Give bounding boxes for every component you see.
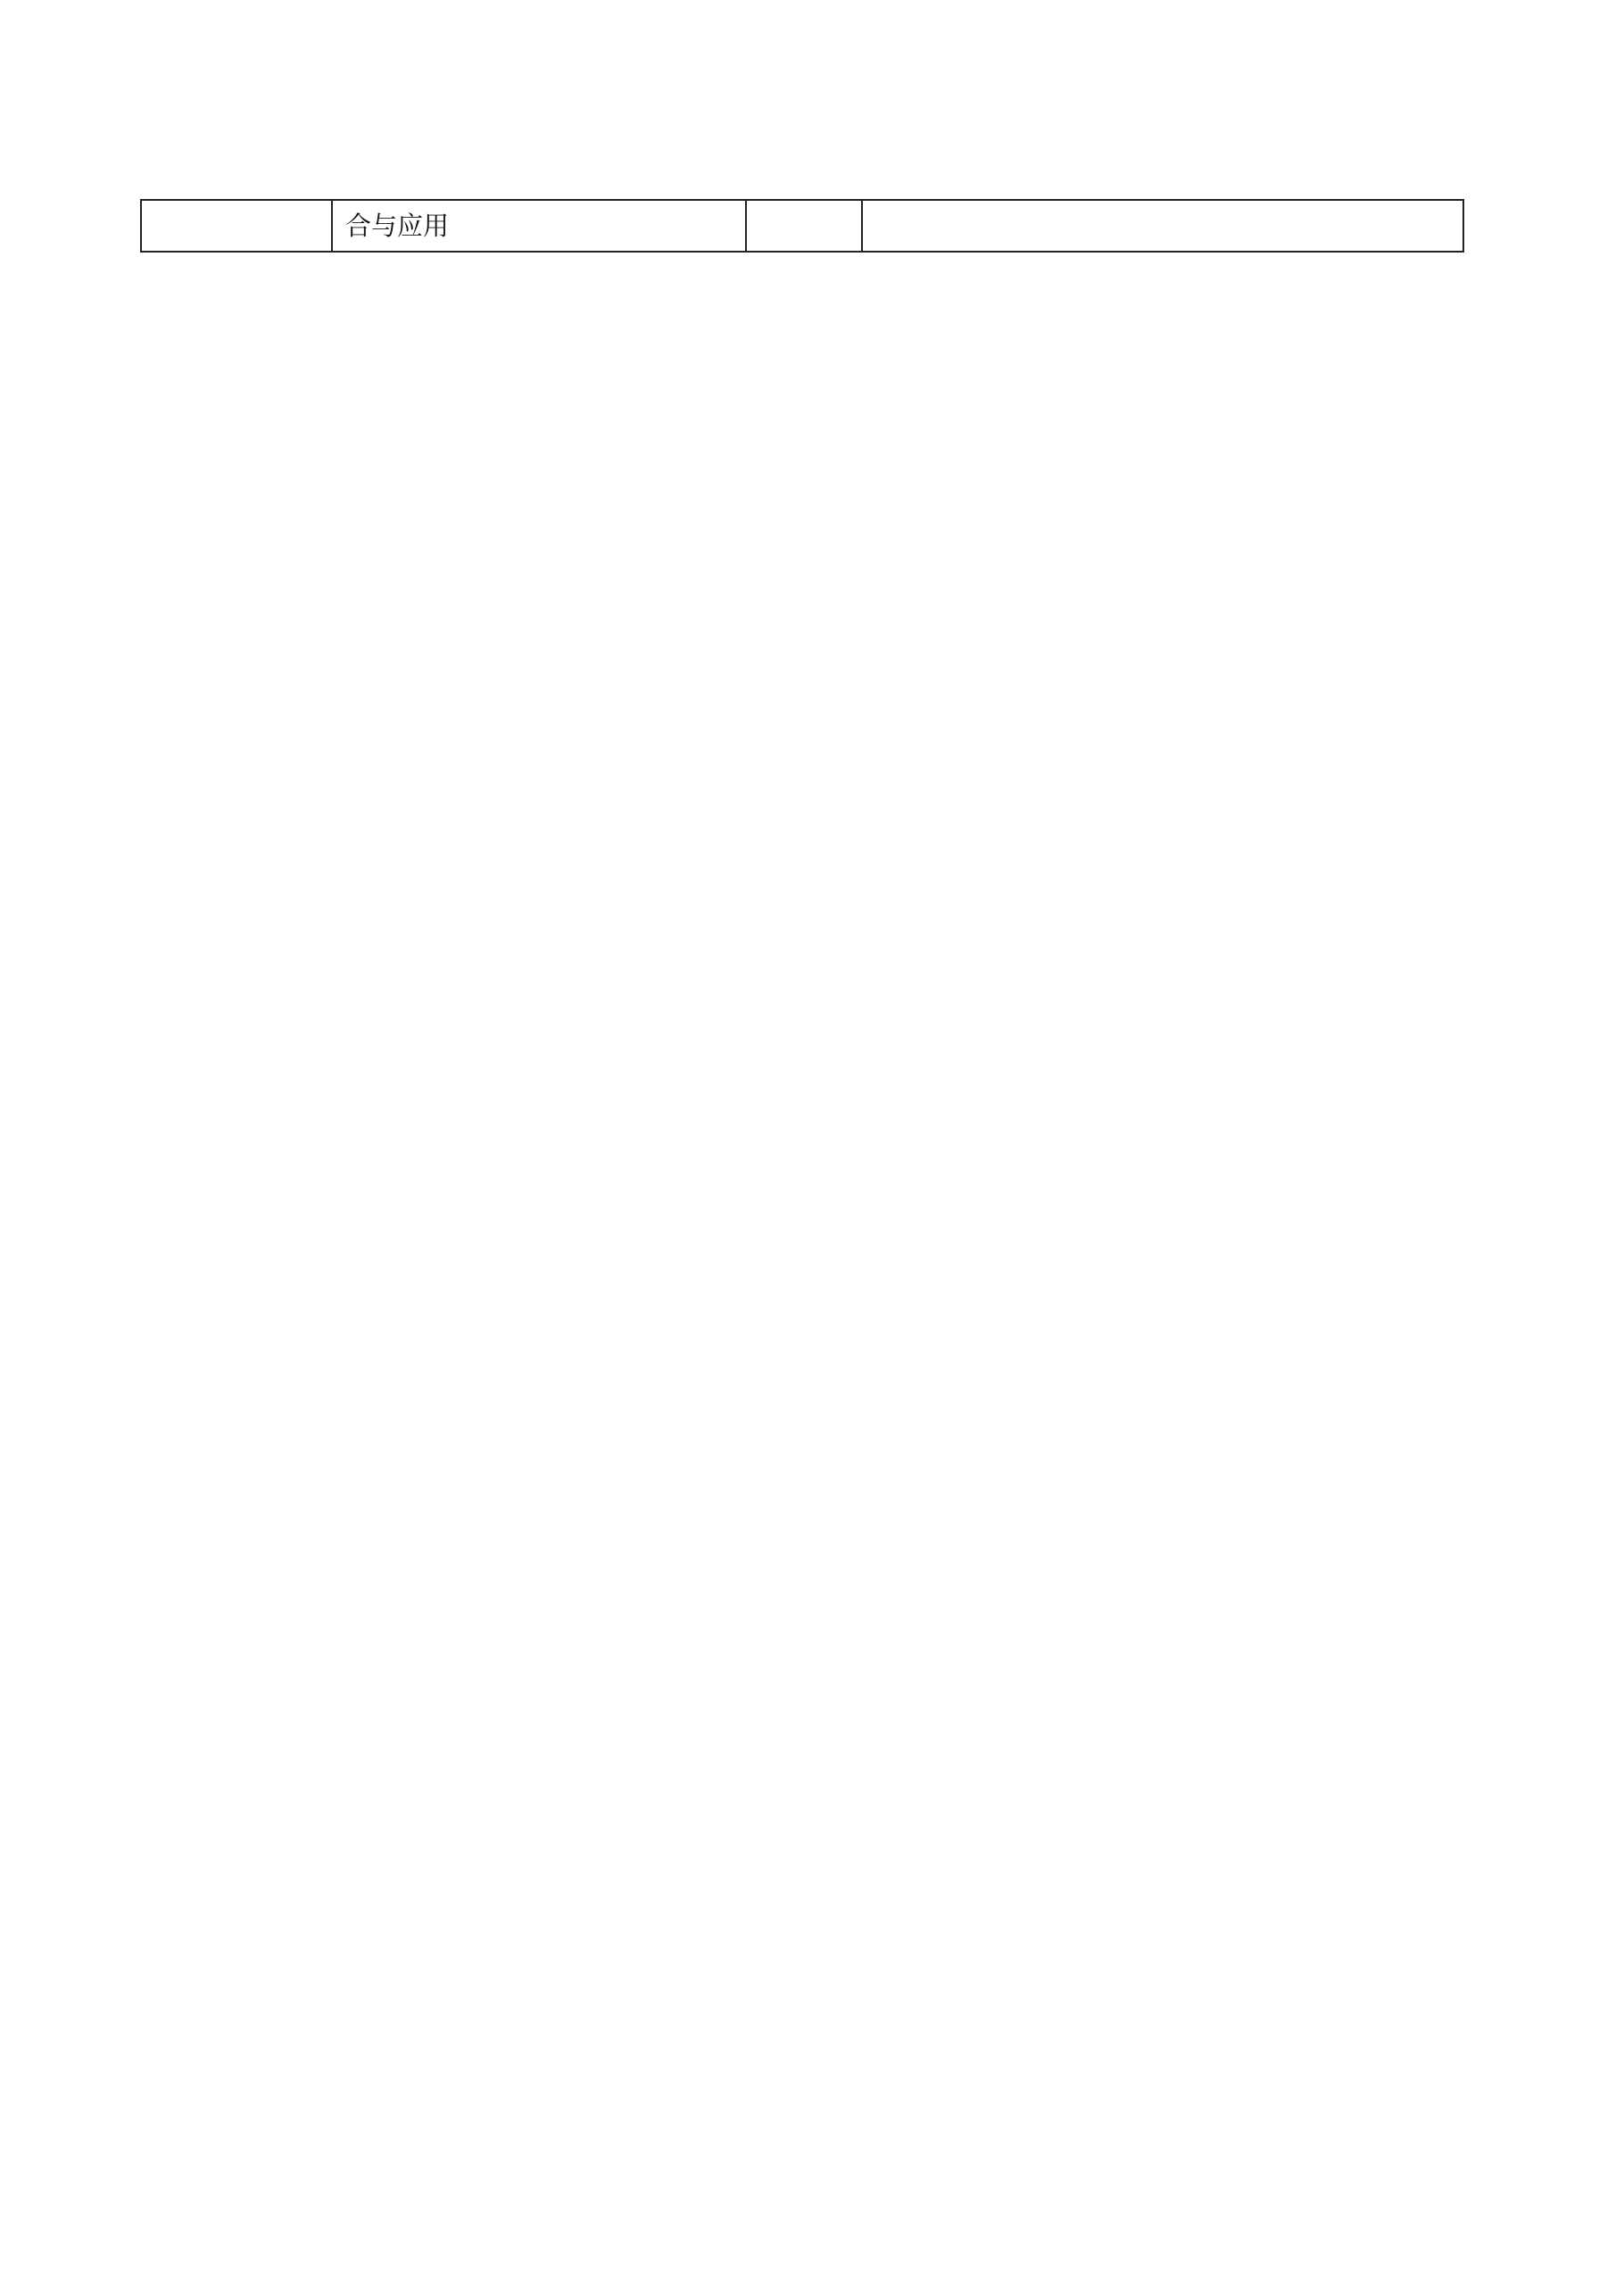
speaker-cell	[746, 200, 862, 252]
schedule-table	[140, 199, 1464, 253]
qr-code-icon[interactable]	[409, 1997, 574, 2162]
organization-cell	[862, 200, 1463, 252]
schedule-row	[141, 200, 1463, 252]
topic-cell: 合与应用	[332, 200, 746, 252]
time-cell	[141, 200, 332, 252]
